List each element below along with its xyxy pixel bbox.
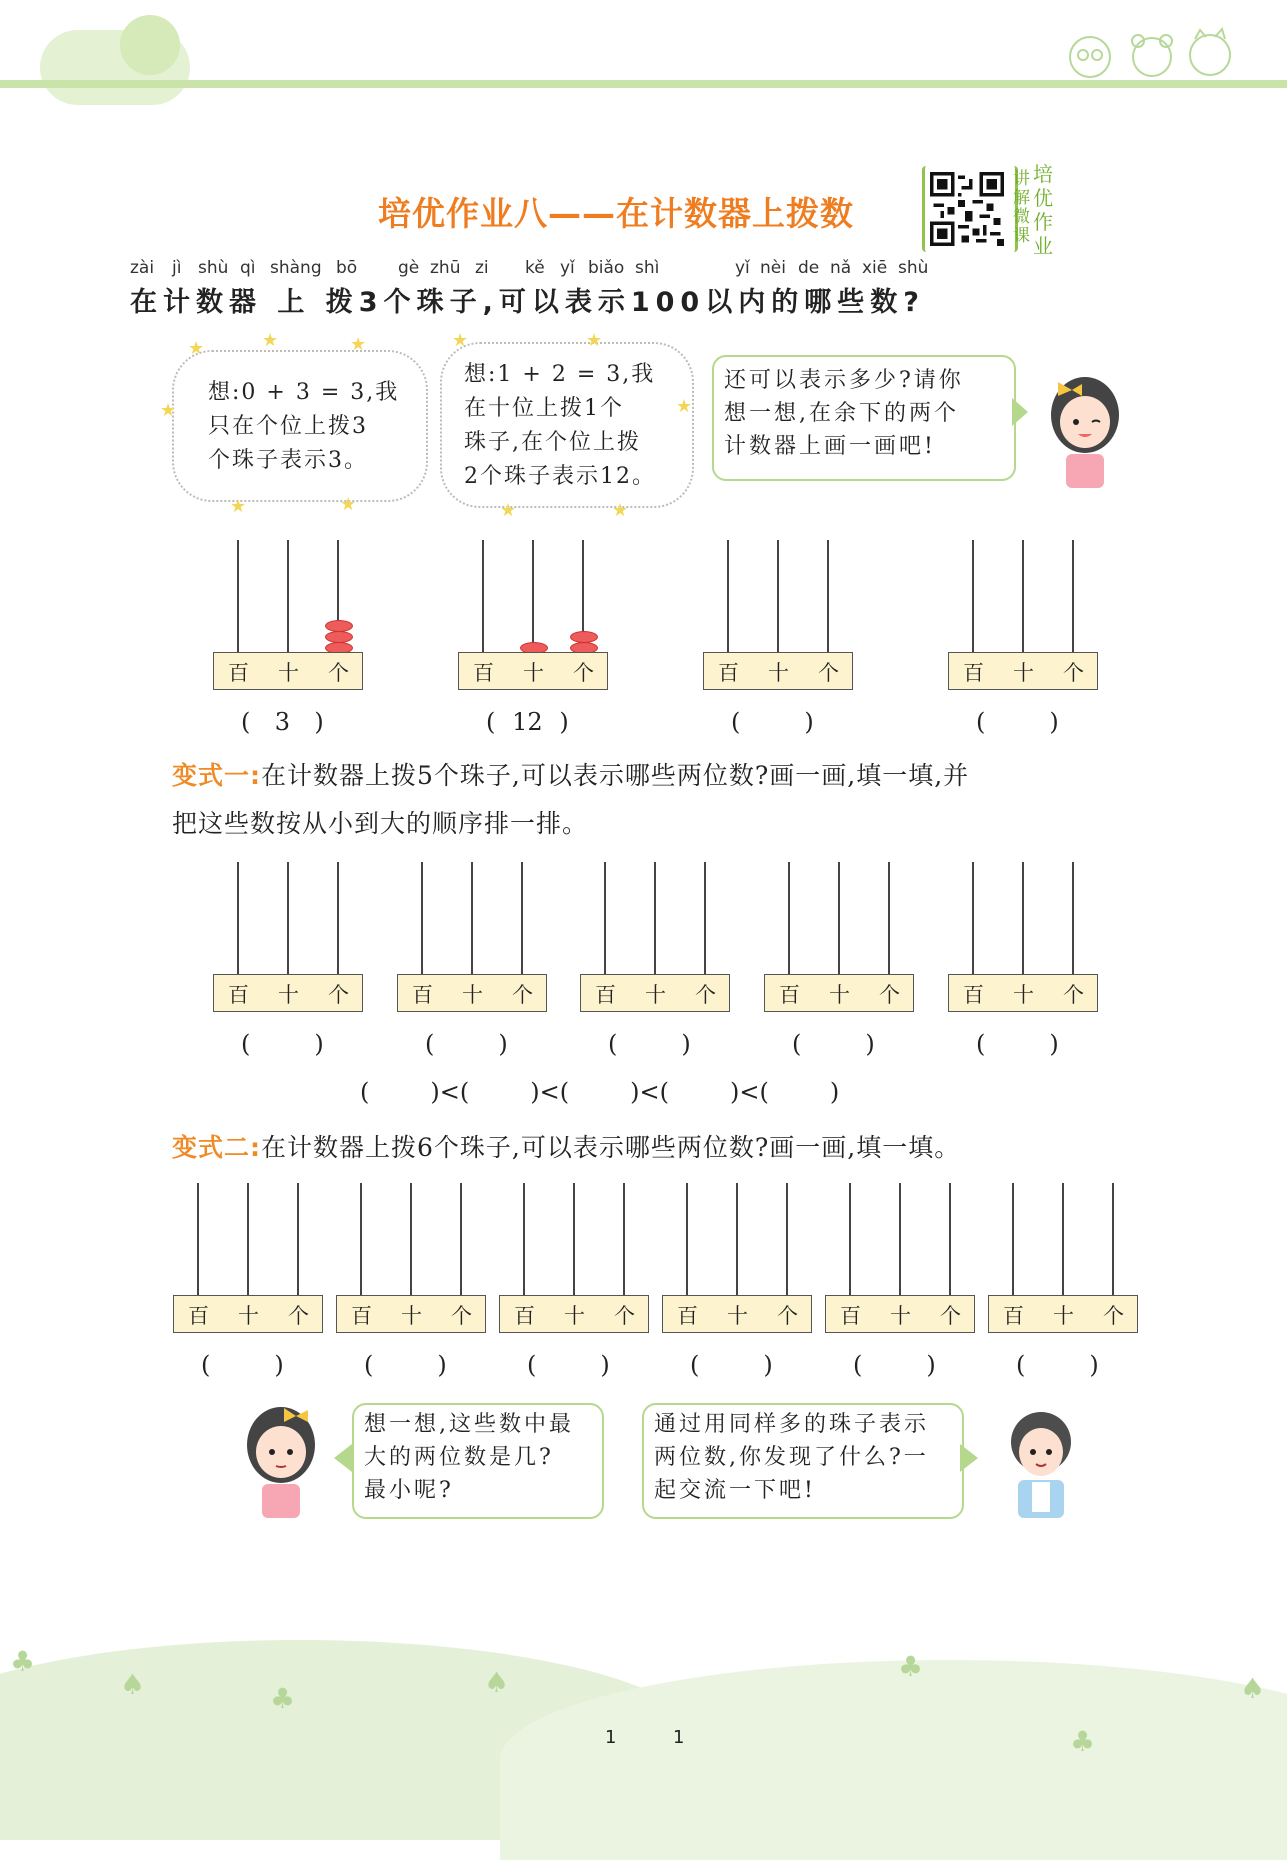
qr-code-icon[interactable] [930, 172, 1004, 246]
speech-tail [960, 1444, 978, 1472]
hundreds-rod[interactable] [421, 862, 423, 976]
text-line: 大的两位数是几? [364, 1445, 554, 1470]
tree-icon: ♣ [10, 1645, 36, 1678]
place-label-hundreds: 百 [840, 1304, 861, 1328]
answer-blank[interactable]: ( 3 ) [241, 708, 324, 736]
star-icon: ★ [500, 500, 517, 521]
place-label-tens: 十 [401, 1304, 422, 1328]
answer-blank[interactable]: ( ) [690, 1351, 773, 1379]
answer-blank[interactable]: ( ) [608, 1030, 691, 1058]
star-icon: ★ [586, 330, 603, 351]
hundreds-rod[interactable] [604, 862, 606, 976]
abacus-base [948, 652, 1098, 690]
abacus-base [764, 974, 914, 1012]
place-label-tens: 十 [238, 1304, 259, 1328]
place-label-hundreds: 百 [677, 1304, 698, 1328]
pinyin-syllable: de [798, 258, 820, 278]
bead[interactable] [325, 631, 353, 643]
tens-rod[interactable] [287, 862, 289, 976]
hundreds-rod[interactable] [1012, 1183, 1014, 1297]
sun-decoration [120, 15, 180, 75]
answer-blank[interactable]: ( ) [731, 708, 814, 736]
place-label-tens: 十 [727, 1304, 748, 1328]
pinyin-syllable: shì [635, 258, 660, 278]
answer-blank[interactable]: ( ) [364, 1351, 447, 1379]
thought-bubble-1-text [208, 376, 399, 478]
place-label-ones: 个 [451, 1304, 472, 1328]
boy-character-illustration [996, 1400, 1086, 1520]
tens-rod[interactable] [471, 862, 473, 976]
thinking-girl-illustration [236, 1400, 326, 1520]
bottom-right-speech-text [654, 1408, 929, 1507]
place-label-tens: 十 [1053, 1304, 1074, 1328]
place-label-hundreds: 百 [963, 983, 984, 1007]
place-label-ones: 个 [328, 983, 349, 1007]
answer-blank[interactable]: ( ) [853, 1351, 936, 1379]
abacus[interactable] [948, 540, 1098, 690]
place-label-hundreds: 百 [351, 1304, 372, 1328]
hundreds-rod[interactable] [482, 540, 484, 654]
speech-tail [334, 1444, 352, 1472]
ones-rod[interactable] [337, 862, 339, 976]
place-label-hundreds: 百 [1003, 1304, 1024, 1328]
answer-value: 12 [512, 708, 543, 736]
place-label-ones: 个 [695, 983, 716, 1007]
place-label-ones: 个 [1063, 983, 1084, 1007]
pinyin-syllable: jì [172, 258, 182, 278]
abacus[interactable] [703, 540, 853, 690]
place-label-hundreds: 百 [412, 983, 433, 1007]
place-label-tens: 十 [462, 983, 483, 1007]
hundreds-rod[interactable] [197, 1183, 199, 1297]
text-line: 两位数,你发现了什么?一 [654, 1445, 929, 1470]
star-icon: ★ [676, 396, 693, 417]
tens-rod[interactable] [532, 540, 534, 654]
answer-blank[interactable]: ( ) [792, 1030, 875, 1058]
pinyin-syllable: yǐ [735, 258, 750, 278]
animal-doodles-decoration [1060, 25, 1240, 80]
abacus[interactable] [173, 1183, 323, 1333]
place-label-hundreds: 百 [718, 661, 739, 685]
text-line: 计数器上画一画吧! [724, 434, 936, 459]
answer-blank[interactable]: ( ) [976, 708, 1059, 736]
girl-speech-text [724, 364, 964, 463]
page-title: 培优作业八——在计数器上拨数 [378, 194, 854, 233]
answer-blank[interactable]: ( ) [201, 1351, 284, 1379]
ones-rod[interactable] [949, 1183, 951, 1297]
place-label-ones: 个 [879, 983, 900, 1007]
place-label-hundreds: 百 [228, 983, 249, 1007]
tens-rod[interactable] [777, 540, 779, 654]
place-label-hundreds: 百 [473, 661, 494, 685]
comparison-row[interactable]: ( )<( )<( )<( )<( ) [360, 1078, 840, 1106]
star-icon: ★ [350, 334, 367, 355]
tens-rod[interactable] [654, 862, 656, 976]
tree-icon: ♠ [484, 1666, 510, 1699]
abacus[interactable] [213, 862, 363, 1012]
tree-icon: ♣ [898, 1650, 924, 1683]
star-icon: ★ [452, 330, 469, 351]
pinyin-syllable: nèi [760, 258, 786, 278]
text-line: 通过用同样多的珠子表示 [654, 1412, 930, 1437]
abacus-base [825, 1295, 975, 1333]
pinyin-syllable: bō [336, 258, 358, 278]
abacus-base [662, 1295, 812, 1333]
hundreds-rod[interactable] [360, 1183, 362, 1297]
tens-rod[interactable] [838, 862, 840, 976]
tree-icon: ♣ [1070, 1725, 1096, 1758]
text-line: 只在个位上拨3 [208, 414, 368, 439]
star-icon: ★ [230, 496, 247, 517]
ones-rod[interactable] [1072, 540, 1074, 654]
answer-blank[interactable]: ( 12 ) [486, 708, 569, 736]
speech-tail [1012, 398, 1028, 426]
hundreds-rod[interactable] [972, 862, 974, 976]
abacus-base [499, 1295, 649, 1333]
abacus[interactable] [397, 862, 547, 1012]
variant2-line1 [172, 1124, 1172, 1172]
answer-value: 3 [274, 708, 291, 736]
pinyin-syllable: xiē [862, 258, 888, 278]
pinyin-syllable: zhū [430, 258, 461, 278]
place-label-hundreds: 百 [514, 1304, 535, 1328]
place-label-ones: 个 [1103, 1304, 1124, 1328]
question-text: 在计数器 上 拨3个珠子,可以表示100以内的哪些数? [130, 287, 925, 318]
place-label-ones: 个 [288, 1304, 309, 1328]
place-label-tens: 十 [278, 983, 299, 1007]
abacus[interactable] [458, 540, 608, 690]
pinyin-syllable: shù [198, 258, 229, 278]
ones-rod[interactable] [623, 1183, 625, 1297]
abacus-base [988, 1295, 1138, 1333]
variant1-line1 [172, 752, 1172, 800]
tree-icon: ♣ [270, 1682, 296, 1715]
place-label-tens: 十 [523, 661, 544, 685]
place-label-hundreds: 百 [595, 983, 616, 1007]
place-label-ones: 个 [940, 1304, 961, 1328]
thought-bubble-2-text [464, 358, 656, 494]
abacus-base [397, 974, 547, 1012]
answer-blank[interactable]: ( ) [527, 1351, 610, 1379]
place-label-ones: 个 [818, 661, 839, 685]
ones-rod[interactable] [888, 862, 890, 976]
tens-rod[interactable] [1062, 1183, 1064, 1297]
question-pinyin [130, 258, 1030, 280]
pinyin-syllable: zi [475, 258, 489, 278]
tens-rod[interactable] [1022, 862, 1024, 976]
text-line: 想一想,在余下的两个 [724, 401, 959, 426]
hundreds-rod[interactable] [686, 1183, 688, 1297]
place-label-hundreds: 百 [228, 661, 249, 685]
tree-icon: ♠ [1240, 1672, 1266, 1705]
star-icon: ★ [340, 494, 357, 515]
hundreds-rod[interactable] [849, 1183, 851, 1297]
pinyin-syllable: zài [130, 258, 155, 278]
abacus-base [213, 652, 363, 690]
ones-rod[interactable] [1072, 862, 1074, 976]
page-number-right: 1 [673, 1727, 685, 1748]
ones-rod[interactable] [297, 1183, 299, 1297]
place-label-hundreds: 百 [963, 661, 984, 685]
answer-blank[interactable]: ( ) [1016, 1351, 1099, 1379]
abacus[interactable] [764, 862, 914, 1012]
ones-rod[interactable] [460, 1183, 462, 1297]
abacus[interactable] [948, 862, 1098, 1012]
answer-blank[interactable]: ( ) [241, 1030, 324, 1058]
tens-rod[interactable] [573, 1183, 575, 1297]
place-label-tens: 十 [278, 661, 299, 685]
pinyin-syllable: kě [525, 258, 545, 278]
pinyin-syllable: biǎo [588, 258, 625, 278]
tens-rod[interactable] [287, 540, 289, 654]
text-line: 想一想,这些数中最 [364, 1412, 574, 1437]
pinyin-syllable: gè [398, 258, 420, 278]
place-label-tens: 十 [829, 983, 850, 1007]
star-icon: ★ [262, 330, 279, 351]
variant1-line2: 把这些数按从小到大的顺序排一排。 [172, 809, 589, 838]
ones-rod[interactable] [827, 540, 829, 654]
text-line: 还可以表示多少?请你 [724, 368, 964, 393]
place-label-tens: 十 [564, 1304, 585, 1328]
place-label-hundreds: 百 [188, 1304, 209, 1328]
place-label-ones: 个 [512, 983, 533, 1007]
place-label-tens: 十 [1013, 661, 1034, 685]
abacus[interactable] [499, 1183, 649, 1333]
answer-blank[interactable]: ( ) [976, 1030, 1059, 1058]
abacus-base [703, 652, 853, 690]
place-label-ones: 个 [777, 1304, 798, 1328]
variant2-label: 变式二: [172, 1133, 261, 1162]
ones-rod[interactable] [1112, 1183, 1114, 1297]
place-label-tens: 十 [890, 1304, 911, 1328]
text-line: 珠子,在个位上拨 [464, 430, 641, 455]
tens-rod[interactable] [736, 1183, 738, 1297]
variant1-label: 变式一: [172, 761, 261, 790]
text-line: 想:0 + 3 = 3,我 [208, 380, 400, 405]
pinyin-syllable: yǐ [560, 258, 575, 278]
abacus[interactable] [213, 540, 363, 690]
hundreds-rod[interactable] [972, 540, 974, 654]
hundreds-rod[interactable] [523, 1183, 525, 1297]
variant2-line1-text: 在计数器上拨6个珠子,可以表示哪些两位数?画一画,填一填。 [261, 1133, 961, 1162]
abacus-base [336, 1295, 486, 1333]
place-label-tens: 十 [645, 983, 666, 1007]
place-label-tens: 十 [768, 661, 789, 685]
pinyin-syllable: nǎ [830, 258, 852, 278]
tens-rod[interactable] [899, 1183, 901, 1297]
text-line: 2个珠子表示12。 [464, 464, 656, 489]
hundreds-rod[interactable] [727, 540, 729, 654]
tens-rod[interactable] [410, 1183, 412, 1297]
abacus-base [173, 1295, 323, 1333]
abacus[interactable] [336, 1183, 486, 1333]
hundreds-rod[interactable] [237, 540, 239, 654]
abacus-base [213, 974, 363, 1012]
text-line: 在十位上拨1个 [464, 396, 624, 421]
abacus[interactable] [580, 862, 730, 1012]
abacus-base [580, 974, 730, 1012]
ones-rod[interactable] [786, 1183, 788, 1297]
abacus[interactable] [825, 1183, 975, 1333]
place-label-ones: 个 [1063, 661, 1084, 685]
place-label-hundreds: 百 [779, 983, 800, 1007]
tree-icon: ♠ [120, 1668, 146, 1701]
bead[interactable] [570, 631, 598, 643]
hundreds-rod[interactable] [237, 862, 239, 976]
bottom-left-speech-text [364, 1408, 574, 1507]
abacus-base [948, 974, 1098, 1012]
variant2-text [172, 1124, 1172, 1172]
answer-blank[interactable]: ( ) [425, 1030, 508, 1058]
ones-rod[interactable] [521, 862, 523, 976]
star-icon: ★ [612, 500, 629, 521]
text-line: 起交流一下吧! [654, 1478, 816, 1503]
abacus[interactable] [662, 1183, 812, 1333]
place-label-tens: 十 [1013, 983, 1034, 1007]
variant1-text [172, 752, 1172, 848]
tens-rod[interactable] [1022, 540, 1024, 654]
header-band [0, 80, 1287, 88]
abacus-base [458, 652, 608, 690]
abacus[interactable] [988, 1183, 1138, 1333]
pinyin-syllable: qì [240, 258, 256, 278]
star-icon: ★ [188, 338, 205, 359]
variant1-line1-text: 在计数器上拨5个珠子,可以表示哪些两位数?画一画,填一填,并 [261, 761, 970, 790]
tens-rod[interactable] [247, 1183, 249, 1297]
qr-caption-small: 讲解微课 [1013, 169, 1030, 246]
place-label-ones: 个 [573, 661, 594, 685]
bead[interactable] [325, 620, 353, 632]
place-label-ones: 个 [614, 1304, 635, 1328]
ones-rod[interactable] [704, 862, 706, 976]
text-line: 最小呢? [364, 1478, 454, 1503]
place-label-ones: 个 [328, 661, 349, 685]
hundreds-rod[interactable] [788, 862, 790, 976]
star-icon: ★ [160, 400, 177, 421]
text-line: 想:1 + 2 = 3,我 [464, 362, 656, 387]
page-number-left: 1 [605, 1727, 617, 1748]
qr-caption-large: 培优作业 [1033, 162, 1053, 258]
pinyin-syllable: shàng [270, 258, 322, 278]
girl-character-illustration [1040, 370, 1130, 490]
pinyin-syllable: shù [898, 258, 929, 278]
text-line: 个珠子表示3。 [208, 448, 368, 473]
